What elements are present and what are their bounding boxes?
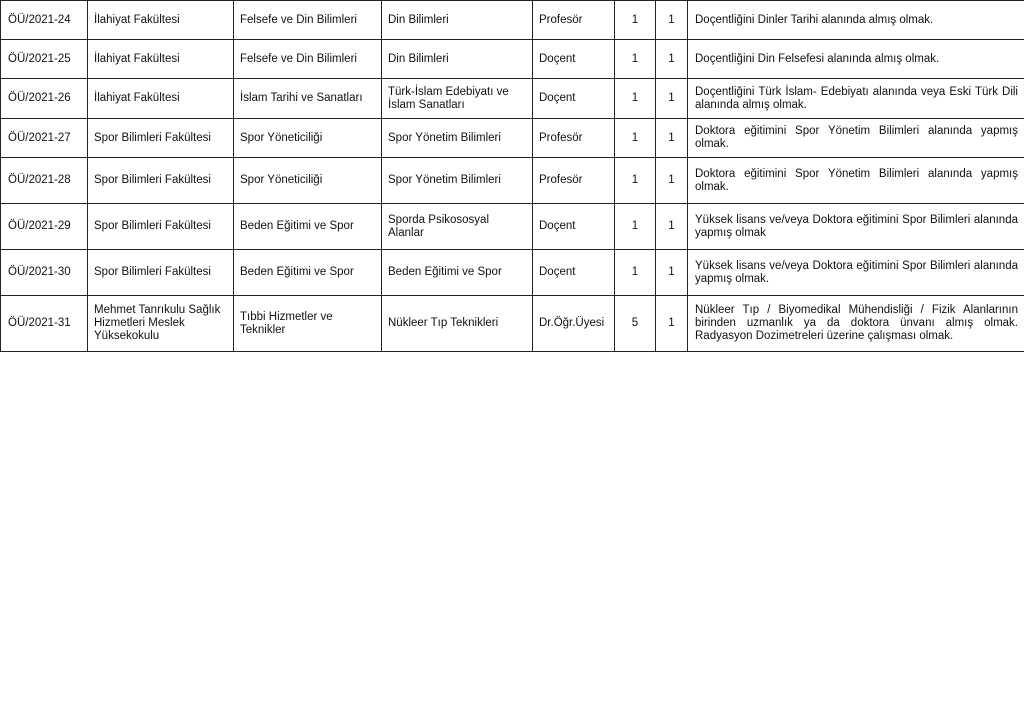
position-code: ÖÜ/2021-26 <box>1 79 88 119</box>
position-table <box>0 0 1024 352</box>
faculty-name: İlahiyat Fakültesi <box>88 1 234 40</box>
table-row <box>1 40 1024 79</box>
faculty-name: Spor Bilimleri Fakültesi <box>88 158 234 204</box>
academic-title: Doçent <box>533 40 615 79</box>
division-name: Spor Yönetim Bilimleri <box>382 158 533 204</box>
division-name: Beden Eğitimi ve Spor <box>382 250 533 296</box>
division-name: Nükleer Tıp Teknikleri <box>382 296 533 352</box>
requirement-text: Yüksek lisans ve/veya Doktora eğitimini Spor Bilimleri alanında yapmış olmak <box>688 204 1024 250</box>
position-code: ÖÜ/2021-29 <box>1 204 88 250</box>
faculty-name: İlahiyat Fakültesi <box>88 79 234 119</box>
position-count: 1 <box>615 40 656 79</box>
division-name: Din Bilimleri <box>382 40 533 79</box>
position-code: ÖÜ/2021-31 <box>1 296 88 352</box>
division-name: Din Bilimleri <box>382 1 533 40</box>
department-name: Beden Eğitimi ve Spor <box>234 250 382 296</box>
table-row <box>1 79 1024 119</box>
academic-title: Doçent <box>533 204 615 250</box>
table-row <box>1 119 1024 158</box>
position-count: 1 <box>615 119 656 158</box>
department-name: Felsefe ve Din Bilimleri <box>234 40 382 79</box>
position-count: 1 <box>615 158 656 204</box>
position-count: 1 <box>615 1 656 40</box>
requirement-text: Yüksek lisans ve/veya Doktora eğitimini Spor Bilimleri alanında yapmış olmak. <box>688 250 1024 296</box>
position-code: ÖÜ/2021-27 <box>1 119 88 158</box>
position-code: ÖÜ/2021-28 <box>1 158 88 204</box>
department-name: Beden Eğitimi ve Spor <box>234 204 382 250</box>
academic-title: Profesör <box>533 119 615 158</box>
extra-count: 1 <box>656 40 688 79</box>
requirement-text: Doçentliğini Din Felsefesi alanında almış olmak. <box>688 40 1024 79</box>
department-name: Tıbbi Hizmetler ve Teknikler <box>234 296 382 352</box>
requirement-text: Doçentliğini Dinler Tarihi alanında almış olmak. <box>688 1 1024 40</box>
division-name: Türk-İslam Edebiyatı ve İslam Sanatları <box>382 79 533 119</box>
position-count: 5 <box>615 296 656 352</box>
extra-count: 1 <box>656 119 688 158</box>
position-count: 1 <box>615 204 656 250</box>
faculty-name: Spor Bilimleri Fakültesi <box>88 250 234 296</box>
department-name: İslam Tarihi ve Sanatları <box>234 79 382 119</box>
table-row <box>1 250 1024 296</box>
faculty-name: Spor Bilimleri Fakültesi <box>88 204 234 250</box>
extra-count: 1 <box>656 250 688 296</box>
table-row <box>1 1 1024 40</box>
table-row <box>1 296 1024 352</box>
division-name: Sporda Psikososyal Alanlar <box>382 204 533 250</box>
requirement-text: Doktora eğitimini Spor Yönetim Bilimleri alanında yapmış olmak. <box>688 158 1024 204</box>
department-name: Spor Yöneticiliği <box>234 158 382 204</box>
faculty-name: İlahiyat Fakültesi <box>88 40 234 79</box>
requirement-text: Doçentliğini Türk İslam- Edebiyatı alanında veya Eski Türk Dili alanında almış olmak. <box>688 79 1024 119</box>
extra-count: 1 <box>656 79 688 119</box>
academic-title: Profesör <box>533 1 615 40</box>
requirement-text: Doktora eğitimini Spor Yönetim Bilimleri alanında yapmış olmak. <box>688 119 1024 158</box>
extra-count: 1 <box>656 158 688 204</box>
position-code: ÖÜ/2021-30 <box>1 250 88 296</box>
table-row <box>1 204 1024 250</box>
position-count: 1 <box>615 79 656 119</box>
faculty-name: Spor Bilimleri Fakültesi <box>88 119 234 158</box>
academic-title: Doçent <box>533 250 615 296</box>
position-code: ÖÜ/2021-25 <box>1 40 88 79</box>
division-name: Spor Yönetim Bilimleri <box>382 119 533 158</box>
extra-count: 1 <box>656 1 688 40</box>
position-count: 1 <box>615 250 656 296</box>
academic-title: Dr.Öğr.Üyesi <box>533 296 615 352</box>
faculty-name: Mehmet Tanrıkulu Sağlık Hizmetleri Meslek Yüksekokulu <box>88 296 234 352</box>
table-row <box>1 158 1024 204</box>
extra-count: 1 <box>656 204 688 250</box>
department-name: Spor Yöneticiliği <box>234 119 382 158</box>
department-name: Felsefe ve Din Bilimleri <box>234 1 382 40</box>
academic-title: Doçent <box>533 79 615 119</box>
requirement-text: Nükleer Tıp / Biyomedikal Mühendisliği / Fizik Alanlarının birinden uzmanlık ya da doktora ünvanı almış olmak. Radyasyon Dozimetreleri üzerine çalışması olmak. <box>688 296 1024 352</box>
extra-count: 1 <box>656 296 688 352</box>
academic-title: Profesör <box>533 158 615 204</box>
position-code: ÖÜ/2021-24 <box>1 1 88 40</box>
